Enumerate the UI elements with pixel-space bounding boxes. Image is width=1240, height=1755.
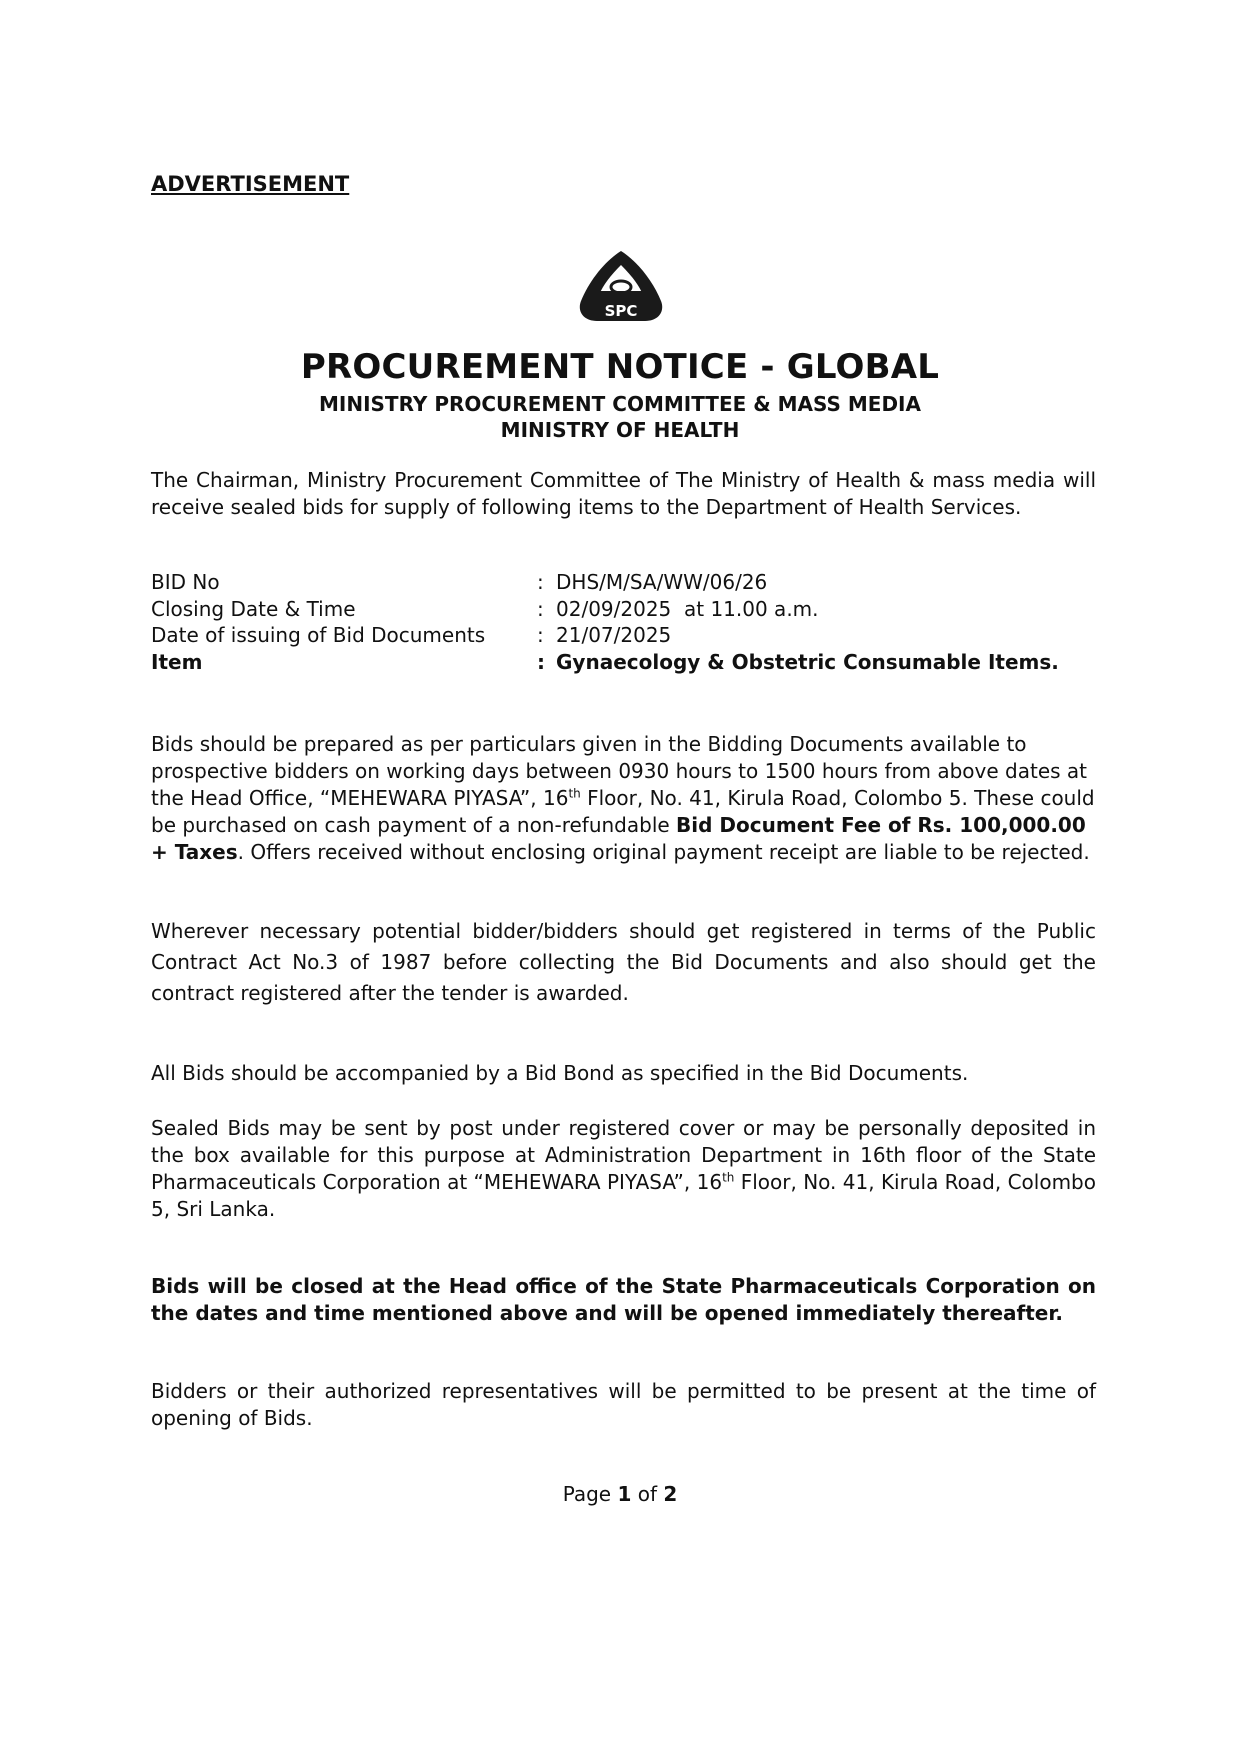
text-segment: Sealed Bids may be sent by post under registered cover or may be personally deposited in the box available for this purpose at Administration Department in 16th floor of the State Pharmaceuticals Corporation at “MEHEWARA PIYASA”, 16 <box>151 1116 1096 1194</box>
page-word: Page <box>562 1482 612 1506</box>
detail-label: Date of issuing of Bid Documents <box>151 623 486 647</box>
text-segment: Floor, No. 41, Kirula Road, Colombo 5, Sri Lanka. <box>151 1170 1096 1221</box>
bid-document-fee: Bid Document Fee of Rs. 100,000.00 + Taxes <box>151 813 1086 864</box>
text-segment: Floor, No. 41, Kirula Road, Colombo 5. These could be purchased on cash payment of a non-refundable <box>151 786 1095 837</box>
sealed-bids-paragraph <box>151 1115 1096 1223</box>
closing-notice-paragraph: Bids will be closed at the Head office of the State Pharmaceuticals Corporation on the dates and time mentioned above and will be opened immediately thereafter. <box>151 1274 1096 1325</box>
detail-value: Gynaecology & Obstetric Consumable Items. <box>556 649 1059 674</box>
detail-separator: : <box>537 570 544 594</box>
of-word: of <box>637 1482 658 1506</box>
subtitle-committee: MINISTRY PROCUREMENT COMMITTEE & MASS MEDIA <box>319 392 921 416</box>
text-segment: . Offers received without enclosing original payment receipt are liable to be rejected. <box>237 840 1090 864</box>
bid-opening-paragraph: Bidders or their authorized representatives will be permitted to be present at the time of opening of Bids. <box>151 1379 1096 1430</box>
bid-bond-paragraph: All Bids should be accompanied by a Bid Bond as specified in the Bid Documents. <box>151 1061 969 1085</box>
current-page: 1 <box>617 1482 632 1506</box>
spc-logo <box>575 247 667 327</box>
subtitle-ministry: MINISTRY OF HEALTH <box>500 418 740 442</box>
detail-separator: : <box>537 649 545 674</box>
text-segment: Bids should be prepared as per particulars given in the Bidding Documents available to prospective bidders on working days between 0930 hours to 1500 hours from above dates at the Head Office, “MEHEWARA PIYASA”, 16 <box>151 732 1088 810</box>
advertisement-heading: ADVERTISEMENT <box>151 172 350 196</box>
detail-row-item <box>151 649 1096 676</box>
detail-separator: : <box>537 596 544 621</box>
superscript: th <box>568 786 581 801</box>
bid-preparation-paragraph <box>151 731 1096 866</box>
detail-row-closing-date <box>151 596 1096 623</box>
bid-details <box>151 569 1096 675</box>
logo-text: SPC <box>604 302 638 320</box>
detail-label: Closing Date & Time <box>151 596 356 621</box>
total-pages: 2 <box>663 1482 678 1506</box>
detail-value: DHS/M/SA/WW/06/26 <box>556 570 768 594</box>
detail-row-issue-date <box>151 622 1096 649</box>
detail-label: BID No <box>151 570 220 594</box>
detail-label: Item <box>151 649 203 674</box>
page-number <box>0 1482 1240 1506</box>
registration-paragraph: Wherever necessary potential bidder/bidders should get registered in terms of the Public Contract Act No.3 of 1987 before collecting the Bid Documents and also should get the contract registered after the tender is awarded. <box>151 919 1096 1005</box>
detail-value: 02/09/2025 at 11.00 a.m. <box>556 596 819 621</box>
detail-separator: : <box>537 623 544 647</box>
intro-paragraph: The Chairman, Ministry Procurement Committee of The Ministry of Health & mass media will receive sealed bids for supply of following items to the Department of Health Services. <box>151 468 1096 519</box>
detail-row-bid-no <box>151 569 1096 596</box>
superscript: th <box>722 1170 735 1185</box>
detail-value: 21/07/2025 <box>556 623 672 647</box>
page-title: PROCUREMENT NOTICE - GLOBAL <box>300 347 940 387</box>
